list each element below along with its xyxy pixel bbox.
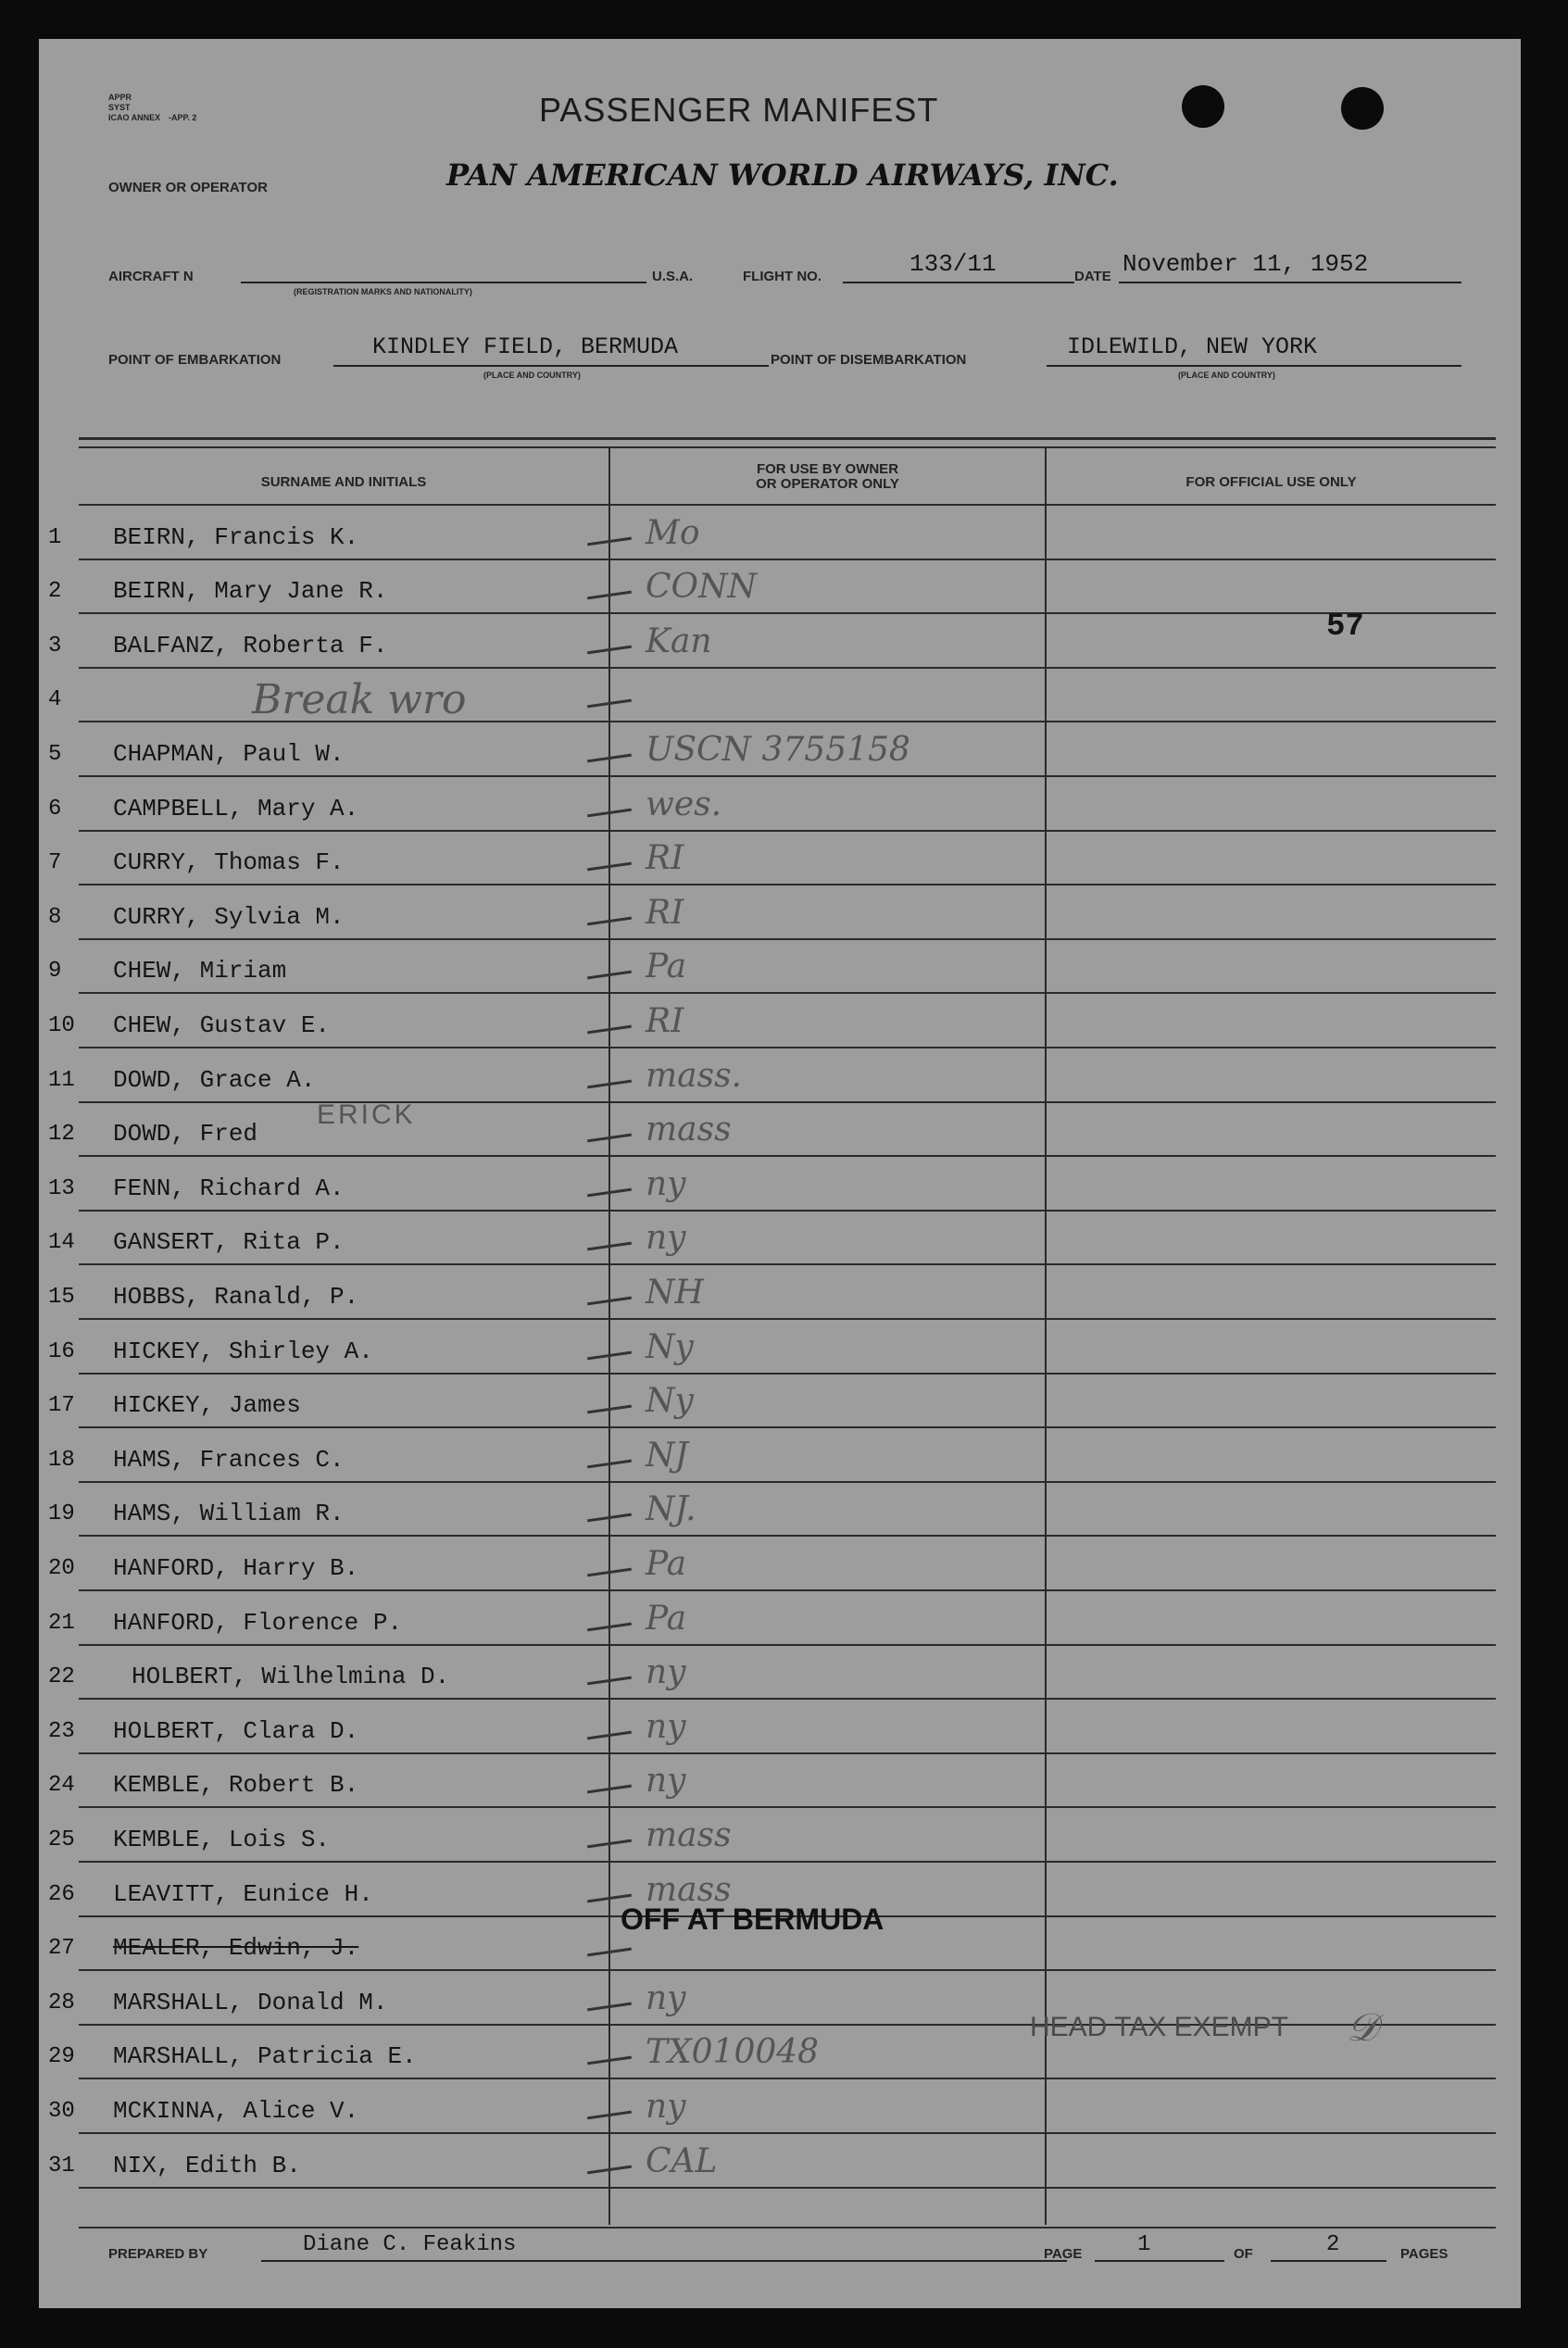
row-number: 19 [48, 1501, 75, 1526]
row-rule [79, 775, 1496, 777]
passenger-name: CHAPMAN, Paul W. [113, 740, 345, 768]
column-divider-1 [608, 446, 610, 2225]
state-note: RI [646, 839, 684, 877]
state-note: RI [646, 1002, 684, 1040]
total-pages: 2 [1326, 2232, 1340, 2257]
row-rule [79, 1481, 1496, 1483]
aircraft-line [241, 282, 646, 283]
state-note: ny [646, 1762, 686, 1800]
manifest-sheet [39, 39, 1521, 2308]
row-number: 30 [48, 2099, 75, 2124]
flight-number: 133/11 [909, 250, 997, 278]
row-rule [79, 1047, 1496, 1048]
row-number: 11 [48, 1068, 75, 1093]
flight-date: November 11, 1952 [1123, 250, 1369, 278]
state-note: Ny [646, 1382, 694, 1420]
state-note: USCN 3755158 [646, 731, 910, 769]
state-note: mass [646, 1871, 732, 1909]
row-rule [79, 1752, 1496, 1754]
row-number: 4 [48, 687, 62, 712]
row-number: 29 [48, 2044, 75, 2069]
page-label: PAGE [1044, 2246, 1083, 2262]
row-number: 22 [48, 1664, 75, 1689]
state-note: Kan [646, 622, 712, 660]
passenger-name: BALFANZ, Roberta F. [113, 632, 388, 659]
row-rule [79, 1318, 1496, 1320]
approval-line-2: SYST [108, 103, 131, 112]
prepared-by-value: Diane C. Feakins [303, 2232, 517, 2257]
row-number: 25 [48, 1827, 75, 1852]
row-rule [79, 1210, 1496, 1212]
passenger-name: HICKEY, James [113, 1391, 301, 1419]
row-rule [79, 1861, 1496, 1863]
row-rule [79, 2078, 1496, 2079]
state-note: CONN [646, 568, 758, 606]
row-number: 5 [48, 742, 62, 767]
passenger-name: CURRY, Sylvia M. [113, 903, 345, 931]
column-divider-2 [1045, 446, 1047, 2225]
passenger-name: HAMS, Frances C. [113, 1446, 345, 1474]
passenger-name: CHEW, Miriam [113, 957, 287, 985]
row-rule [79, 1535, 1496, 1537]
passenger-name: LEAVITT, Eunice H. [113, 1880, 373, 1908]
row-number: 18 [48, 1448, 75, 1473]
table-bottom-rule [79, 2227, 1496, 2229]
row-number: 16 [48, 1339, 75, 1364]
passenger-name: BEIRN, Francis K. [113, 523, 359, 551]
row-rule [79, 884, 1496, 885]
approval-line-3: ICAO ANNEX [108, 113, 161, 122]
table-top-rule-1 [79, 437, 1496, 440]
state-note: ny [646, 1708, 686, 1746]
row-rule [79, 612, 1496, 614]
row-rule [79, 2187, 1496, 2189]
row-rule [79, 830, 1496, 832]
row-rule [79, 1373, 1496, 1375]
date-line [1119, 282, 1461, 283]
manifest-title: PASSENGER MANIFEST [539, 91, 939, 129]
passenger-name: HOBBS, Ranald, P. [113, 1283, 359, 1311]
passenger-name: DOWD, Grace A. [113, 1066, 316, 1094]
passenger-name: MARSHALL, Patricia E. [113, 2042, 417, 2070]
punch-hole-right [1341, 87, 1384, 130]
table-top-rule-2 [79, 446, 1496, 448]
passenger-name: HOLBERT, Clara D. [113, 1717, 359, 1745]
passenger-name: KEMBLE, Lois S. [113, 1826, 331, 1853]
state-note: mass. [646, 1057, 742, 1095]
of-label: OF [1234, 2246, 1253, 2262]
row-number: 2 [48, 579, 62, 604]
usa-label: U.S.A. [652, 269, 694, 284]
passenger-name: CURRY, Thomas F. [113, 848, 345, 876]
disembarkation-line [1047, 365, 1461, 367]
passenger-name: HANFORD, Florence P. [113, 1609, 403, 1637]
row-number: 12 [48, 1122, 75, 1147]
row-rule [79, 1263, 1496, 1265]
passenger-name: DOWD, Fred [113, 1120, 258, 1148]
state-note: RI [646, 894, 684, 932]
passenger-name: GANSERT, Rita P. [113, 1228, 345, 1256]
row-number: 23 [48, 1719, 75, 1744]
row-number: 21 [48, 1611, 75, 1636]
state-note: ny [646, 1979, 686, 2017]
header-surname: SURNAME AND INITIALS [260, 474, 427, 490]
row-rule [79, 1698, 1496, 1700]
row-rule [79, 1589, 1496, 1591]
state-note: Pa [646, 1545, 687, 1583]
state-note: Mo [646, 514, 700, 552]
passenger-name: NIX, Edith B. [113, 2152, 301, 2179]
passenger-name: FENN, Richard A. [113, 1174, 345, 1202]
row-number: 3 [48, 634, 62, 659]
state-note: ny [646, 2088, 686, 2126]
state-note: TX010048 [646, 2033, 820, 2071]
off-at-bermuda-stamp: OFF AT BERMUDA [621, 1902, 884, 1936]
row-rule [79, 2132, 1496, 2134]
state-note: NH [646, 1274, 704, 1312]
row12-handwritten-extra: ERICK [317, 1099, 416, 1130]
passenger-name: HICKEY, Shirley A. [113, 1337, 373, 1365]
row-number: 7 [48, 850, 62, 875]
state-note: Ny [646, 1328, 694, 1366]
row-number: 6 [48, 797, 62, 822]
disembarkation-label: POINT OF DISEMBARKATION [771, 352, 967, 368]
row-number: 8 [48, 905, 62, 930]
page-line [1095, 2260, 1224, 2262]
place-caption-1: (PLACE AND COUNTRY) [483, 370, 581, 380]
state-note: ny [646, 1653, 686, 1691]
state-note: NJ. [646, 1490, 696, 1528]
passenger-name: MCKINNA, Alice V. [113, 2097, 359, 2125]
row-rule [79, 1155, 1496, 1157]
passenger-name: HAMS, William R. [113, 1500, 345, 1527]
header-owner-use-1: FOR USE BY OWNER [756, 461, 899, 477]
row-rule [79, 1806, 1496, 1808]
page-number: 1 [1137, 2232, 1151, 2257]
row-rule [79, 559, 1496, 560]
aircraft-label: AIRCRAFT N [108, 269, 194, 284]
embarkation-label: POINT OF EMBARKATION [108, 352, 282, 368]
initial-mark: 𝒟 [1347, 2004, 1378, 2050]
header-bottom-rule [79, 504, 1496, 506]
row-number: 1 [48, 525, 62, 550]
passenger-name: MARSHALL, Donald M. [113, 1989, 388, 2016]
pages-line [1271, 2260, 1386, 2262]
pages-label: PAGES [1400, 2246, 1449, 2262]
row-rule [79, 938, 1496, 940]
row-number: 9 [48, 959, 62, 984]
state-note: Pa [646, 1600, 687, 1638]
state-note: Break wro [252, 676, 467, 723]
state-note: CAL [646, 2142, 718, 2180]
passenger-name: CAMPBELL, Mary A. [113, 795, 359, 822]
row-number: 14 [48, 1230, 75, 1255]
state-note: wes. [646, 785, 722, 823]
row-number: 28 [48, 1990, 75, 2015]
flight-line [843, 282, 1074, 283]
embarkation-line [333, 365, 769, 367]
row-number: 15 [48, 1285, 75, 1310]
passenger-name: HOLBERT, Wilhelmina D. [132, 1663, 450, 1690]
row-rule [79, 1644, 1496, 1646]
state-note: Pa [646, 948, 687, 986]
row-number: 13 [48, 1176, 75, 1201]
row-number: 27 [48, 1936, 75, 1961]
state-note: mass [646, 1111, 732, 1149]
embarkation-value: KINDLEY FIELD, BERMUDA [372, 333, 679, 360]
header-owner-use-2: OR OPERATOR ONLY [756, 476, 899, 492]
row-rule [79, 1101, 1496, 1103]
place-caption-2: (PLACE AND COUNTRY) [1178, 370, 1275, 380]
approval-line-1: APPR [108, 93, 132, 102]
state-note: NJ [646, 1437, 688, 1475]
passenger-name: MEALER, Edwin, J. [113, 1934, 359, 1962]
passenger-name: CHEW, Gustav E. [113, 1011, 331, 1039]
date-label: DATE [1074, 269, 1111, 284]
disembarkation-value: IDLEWILD, NEW YORK [1067, 333, 1318, 360]
row-number: 17 [48, 1393, 75, 1418]
official-mark: 57 [1326, 609, 1364, 645]
row-rule [79, 992, 1496, 994]
passenger-name: KEMBLE, Robert B. [113, 1771, 359, 1799]
approval-line-4: -APP. 2 [169, 113, 197, 122]
prepared-by-label: PREPARED BY [108, 2246, 208, 2262]
punch-hole-left [1182, 85, 1224, 128]
flight-label: FLIGHT NO. [743, 269, 822, 284]
prepared-line [261, 2260, 1067, 2262]
head-tax-exempt-stamp: HEAD TAX EXEMPT [1030, 2012, 1288, 2042]
state-note: mass [646, 1816, 732, 1854]
passenger-name: BEIRN, Mary Jane R. [113, 577, 388, 605]
registration-caption: (REGISTRATION MARKS AND NATIONALITY) [294, 287, 472, 296]
row-number: 20 [48, 1556, 75, 1581]
state-note: ny [646, 1165, 686, 1203]
owner-label: OWNER OR OPERATOR [108, 180, 268, 195]
state-note: ny [646, 1219, 686, 1257]
passenger-name: HANFORD, Harry B. [113, 1554, 359, 1582]
header-official: FOR OFFICIAL USE ONLY [1185, 474, 1357, 490]
row-number: 31 [48, 2153, 75, 2178]
row-rule [79, 667, 1496, 669]
row-rule [79, 1969, 1496, 1971]
row-number: 10 [48, 1013, 75, 1038]
company-name: PAN AMERICAN WORLD AIRWAYS, INC. [446, 157, 1119, 193]
row-number: 24 [48, 1773, 75, 1798]
row-rule [79, 1426, 1496, 1428]
row-number: 26 [48, 1882, 75, 1907]
